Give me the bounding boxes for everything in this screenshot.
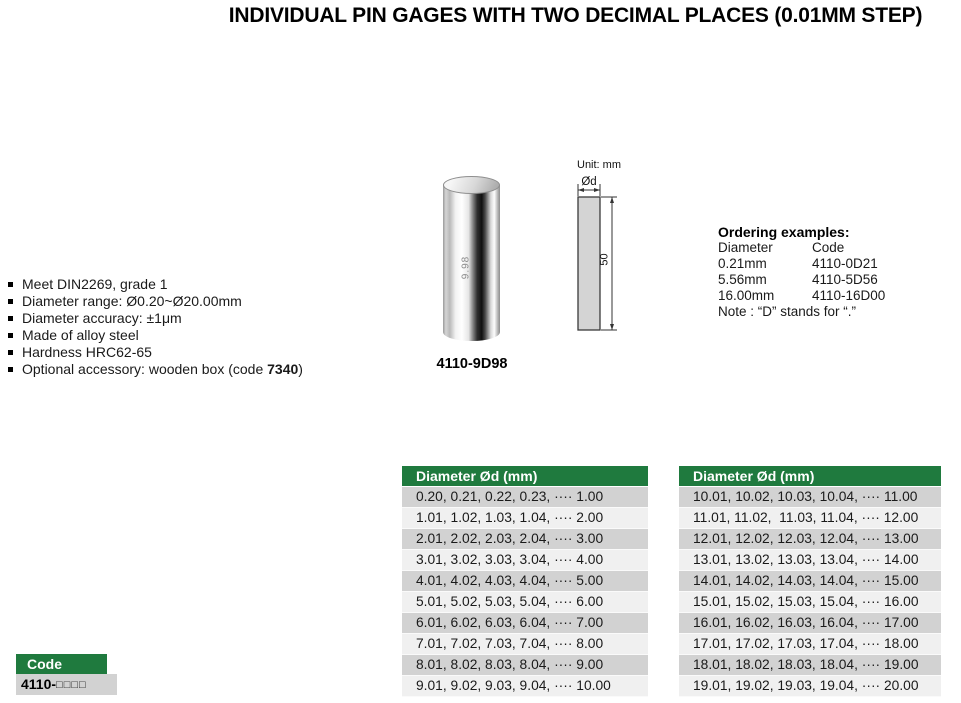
feature-item (8, 293, 303, 310)
bullet-square-icon (8, 367, 13, 372)
table-row: 5.01, 5.02, 5.03, 5.04, ···· 6.00 (402, 592, 648, 613)
ordering-example-row (718, 288, 958, 304)
table-row: 2.01, 2.02, 2.03, 2.04, ···· 3.00 (402, 529, 648, 550)
feature-item (8, 344, 303, 361)
feature-text-prefix: Optional accessory: wooden box (code (22, 361, 268, 377)
feature-text: Hardness HRC62-65 (22, 344, 152, 360)
bullet-square-icon (8, 299, 13, 304)
feature-text: Made of alloy steel (22, 327, 139, 343)
pin-gage-photo (443, 176, 500, 341)
code-placeholder-squares: □□□□ (56, 679, 87, 691)
table-header: Diameter Ød (mm) (679, 466, 941, 487)
example-code: 4110-16D00 (812, 288, 886, 303)
ordering-note: Note : “D” stands for “.” (718, 304, 857, 319)
ordering-example-row (718, 272, 958, 288)
table-row: 6.01, 6.02, 6.03, 6.04, ···· 7.00 (402, 613, 648, 634)
code-prefix: 4110- (21, 676, 57, 692)
table-row: 10.01, 10.02, 10.03, 10.04, ···· 11.00 (679, 487, 941, 508)
table-row: 8.01, 8.02, 8.03, 8.04, ···· 9.00 (402, 655, 648, 676)
code-box-header: Code (16, 654, 107, 674)
table-row: 3.01, 3.02, 3.03, 3.04, ···· 4.00 (402, 550, 648, 571)
table-row: 12.01, 12.02, 12.03, 12.04, ···· 13.00 (679, 529, 941, 550)
feature-item (8, 310, 303, 327)
bullet-square-icon (8, 333, 13, 338)
table-row: 11.01, 11.02, 11.03, 11.04, ···· 12.00 (679, 508, 941, 529)
pin-cylinder (443, 185, 500, 341)
ordering-heading: Ordering examples: (718, 224, 850, 240)
unit-label: Unit: mm (577, 159, 621, 171)
ordering-example-row (718, 256, 958, 272)
ordering-header-row (718, 240, 958, 256)
table-row: 17.01, 17.02, 17.03, 17.04, ···· 18.00 (679, 634, 941, 655)
pin-engraving: 9.98 (460, 255, 472, 280)
feature-text: Meet DIN2269, grade 1 (22, 276, 168, 292)
example-diameter: 5.56mm (718, 272, 767, 287)
table-row: 18.01, 18.02, 18.03, 18.04, ···· 19.00 (679, 655, 941, 676)
example-code: 4110-0D21 (812, 256, 878, 271)
code-box-value (16, 674, 117, 695)
table-row: 16.01, 16.02, 16.03, 16.04, ···· 17.00 (679, 613, 941, 634)
table-row: 14.01, 14.02, 14.03, 14.04, ···· 15.00 (679, 571, 941, 592)
table-row: 4.01, 4.02, 4.03, 4.04, ···· 5.00 (402, 571, 648, 592)
example-code: 4110-5D56 (812, 272, 878, 287)
diameter-dim-label: Ød (581, 176, 597, 188)
table-row: 0.20, 0.21, 0.22, 0.23, ···· 1.00 (402, 487, 648, 508)
accessory-code: 7340 (267, 361, 299, 377)
table-row: 19.01, 19.02, 19.03, 19.04, ···· 20.00 (679, 676, 941, 697)
diameter-table-right (679, 466, 941, 697)
code-box (16, 654, 117, 695)
feature-item (8, 327, 303, 344)
table-row: 7.01, 7.02, 7.03, 7.04, ···· 8.00 (402, 634, 648, 655)
example-diameter: 0.21mm (718, 256, 767, 271)
table-row: 9.01, 9.02, 9.03, 9.04, ···· 10.00 (402, 676, 648, 697)
product-code-label: 4110-9D98 (436, 356, 508, 372)
bullet-square-icon (8, 282, 13, 287)
feature-text: Diameter accuracy: ±1μm (22, 310, 182, 326)
ordering-col-diameter: Diameter (718, 240, 773, 255)
page-title: INDIVIDUAL PIN GAGES WITH TWO DECIMAL PLACES (0.01MM STEP) (228, 4, 923, 27)
ordering-examples (718, 224, 958, 320)
feature-item-optional-accessory (8, 361, 303, 378)
diameter-table-left (402, 466, 648, 697)
table-row: 15.01, 15.02, 15.03, 15.04, ···· 16.00 (679, 592, 941, 613)
ordering-col-code: Code (812, 240, 845, 255)
feature-list (8, 276, 303, 378)
pin-top-face (443, 176, 500, 194)
feature-text-suffix: ) (298, 361, 303, 377)
length-dim-label: 50 (598, 253, 611, 266)
table-row: 1.01, 1.02, 1.03, 1.04, ···· 2.00 (402, 508, 648, 529)
table-header: Diameter Ød (mm) (402, 466, 648, 487)
feature-text: Diameter range: Ø0.20~Ø20.00mm (22, 293, 242, 309)
bullet-square-icon (8, 350, 13, 355)
feature-text (22, 361, 303, 378)
feature-item (8, 276, 303, 293)
example-diameter: 16.00mm (718, 288, 775, 303)
bullet-square-icon (8, 316, 13, 321)
table-row: 13.01, 13.02, 13.03, 13.04, ···· 14.00 (679, 550, 941, 571)
